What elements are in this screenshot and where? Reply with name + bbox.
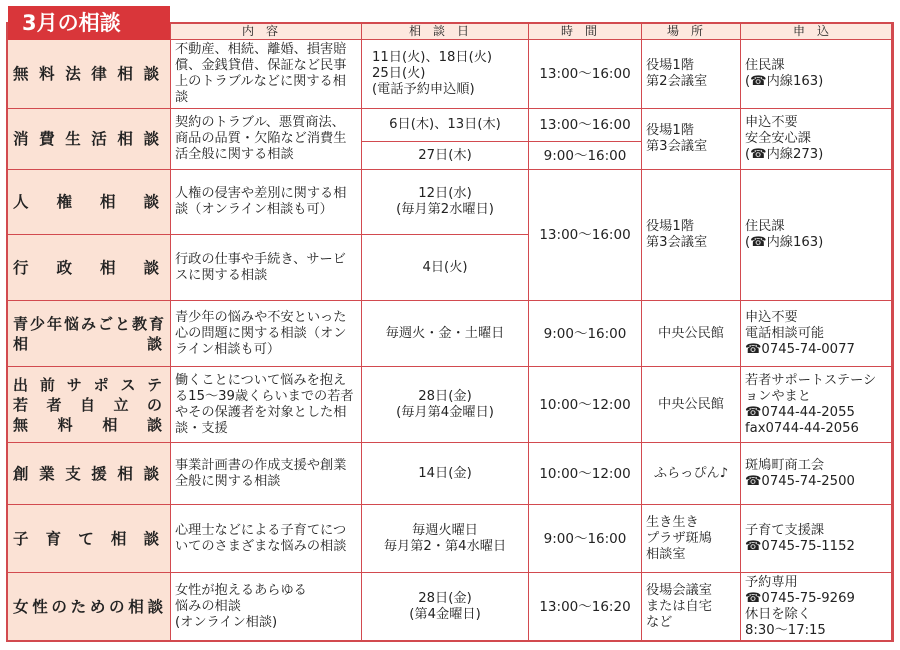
category-support: [7, 367, 171, 443]
time-rights-admin: 13:00～16:00: [529, 170, 642, 301]
header-time: 時間: [529, 23, 642, 40]
apply-women: [741, 573, 894, 642]
apply-rights-admin: [741, 170, 894, 301]
apply-rights-admin-2: (☎内線163): [745, 235, 824, 250]
apply-startup-1: 斑鳩町商工会: [745, 457, 825, 473]
schedule-table: [6, 22, 894, 642]
place-law-1: 役場1階: [646, 58, 694, 73]
apply-law-2: (☎内線163): [745, 74, 824, 89]
apply-childcare-2: ☎0745-75-1152: [745, 538, 855, 554]
page-title: 3月の相談: [8, 6, 170, 40]
content-women: [171, 573, 362, 642]
apply-youth-3: ☎0745-74-0077: [745, 341, 855, 357]
content-childcare: 心理士などによる子育てについてのさまざまな悩みの相談: [171, 505, 362, 573]
apply-youth-1: 申込不要: [745, 309, 798, 325]
date-admin: 4日(火): [362, 235, 529, 301]
apply-startup: [741, 443, 894, 505]
apply-women-2: ☎0745-75-9269: [745, 591, 855, 606]
table-row-law: [7, 40, 894, 109]
apply-women-4: 8:30～17:15: [745, 623, 826, 638]
time-support: 10:00～12:00: [529, 367, 642, 443]
time-consumer-a: 13:00～16:00: [529, 109, 642, 142]
date-childcare-1: 毎週火曜日: [412, 522, 478, 538]
place-rights-admin: [642, 170, 741, 301]
apply-youth: [741, 301, 894, 367]
place-support: 中央公民館: [642, 367, 741, 443]
content-rights: 人権の侵害や差別に関する相談（オンライン相談も可）: [171, 170, 362, 235]
apply-support-1: 若者サポートステーションやまと: [745, 372, 877, 404]
date-law: [362, 40, 529, 109]
apply-childcare-1: 子育て支援課: [745, 522, 825, 538]
content-women-3: (オンライン相談): [175, 615, 278, 630]
date-consumer-b: 27日(木): [362, 142, 529, 170]
date-rights-2: (毎月第2水曜日): [396, 202, 494, 217]
category-admin: 行政相談: [7, 235, 171, 301]
table-row-consumer-a: [7, 109, 894, 142]
time-startup: 10:00～12:00: [529, 443, 642, 505]
place-consumer: [642, 109, 741, 170]
apply-startup-2: ☎0745-74-2500: [745, 473, 855, 489]
date-childcare-2: 毎月第2・第4水曜日: [383, 538, 507, 554]
category-youth-2-text: 相談: [13, 334, 164, 353]
apply-support-3: fax0744-44-2056: [745, 420, 859, 436]
place-rights-admin-2: 第3会議室: [646, 235, 708, 250]
category-consumer: 消費生活相談: [7, 109, 171, 170]
header-place: 場所: [642, 23, 741, 40]
time-childcare: 9:00～16:00: [529, 505, 642, 573]
place-women: [642, 573, 741, 642]
category-youth-2: [13, 334, 164, 354]
place-consumer-2: 第3会議室: [646, 139, 708, 154]
table-row-rights: [7, 170, 894, 235]
date-startup: 14日(金): [362, 443, 529, 505]
category-childcare: 子育て相談: [7, 505, 171, 573]
content-support: 働くことについて悩みを抱える15～39歳くらいまでの若者やその保護者を対象とした相談・支援: [171, 367, 362, 443]
table-row-startup: [7, 443, 894, 505]
category-law: 無料法律相談: [7, 40, 171, 109]
apply-childcare: [741, 505, 894, 573]
category-youth: [7, 301, 171, 367]
date-youth: 毎週火・金・土曜日: [362, 301, 529, 367]
content-law: 不動産、相続、離婚、損害賠償、金銭貸借、保証など民事上のトラブルなどに関する相談: [171, 40, 362, 109]
place-women-2: または自宅: [646, 599, 712, 614]
place-women-1: 役場会議室: [646, 583, 712, 598]
time-consumer-b: 9:00～16:00: [529, 142, 642, 170]
place-rights-admin-1: 役場1階: [646, 219, 694, 234]
content-women-2: 悩みの相談: [175, 599, 241, 614]
date-women-1: 28日(金): [418, 591, 472, 606]
category-support-2: 若者自立の: [13, 395, 164, 414]
place-youth: 中央公民館: [642, 301, 741, 367]
table-row-youth: [7, 301, 894, 367]
header-content: 内容: [171, 23, 362, 40]
table-row-women: [7, 573, 894, 642]
content-youth: 青少年の悩みや不安といった心の問題に関する相談（オンライン相談も可）: [171, 301, 362, 367]
content-consumer: 契約のトラブル、悪質商法、商品の品質・欠陥など消費生活全般に関する相談: [171, 109, 362, 170]
place-women-3: など: [646, 615, 673, 630]
date-law-3: (電話予約申込順): [372, 82, 475, 97]
date-support-2: (毎月第4金曜日): [396, 404, 494, 420]
place-childcare: [642, 505, 741, 573]
date-law-2: 25日(火): [372, 66, 426, 81]
place-childcare-1: 生き生き: [646, 514, 699, 530]
time-youth: 9:00～16:00: [529, 301, 642, 367]
apply-support-2: ☎0744-44-2055: [745, 404, 855, 420]
apply-consumer-2: 安全安心課: [745, 131, 811, 146]
apply-women-3: 休日を除く: [745, 607, 811, 622]
date-law-1: 11日(火)、18日(火): [372, 50, 493, 65]
place-consumer-1: 役場1階: [646, 123, 694, 138]
date-women-2: (第4金曜日): [409, 607, 481, 622]
date-consumer-a: 6日(木)、13日(木): [362, 109, 529, 142]
date-support-1: 28日(金): [418, 388, 472, 404]
category-rights: 人権相談: [7, 170, 171, 235]
apply-women-1: 予約専用: [745, 575, 798, 590]
date-women: [362, 573, 529, 642]
apply-consumer: [741, 109, 894, 170]
date-rights: [362, 170, 529, 235]
table-row-childcare: [7, 505, 894, 573]
time-law: 13:00～16:00: [529, 40, 642, 109]
content-startup: 事業計画書の作成支援や創業全般に関する相談: [171, 443, 362, 505]
place-startup: ふらっぴん♪: [642, 443, 741, 505]
category-women: 女性のための相談: [7, 573, 171, 642]
place-childcare-3: 相談室: [646, 546, 686, 562]
apply-support: [741, 367, 894, 443]
apply-rights-admin-1: 住民課: [745, 219, 785, 234]
date-childcare: [362, 505, 529, 573]
header-date: 相談日: [362, 23, 529, 40]
category-startup: 創業支援相談: [7, 443, 171, 505]
category-support-1: 出前サポステ: [13, 375, 164, 394]
category-support-3: 無料相談: [13, 415, 164, 434]
place-law-2: 第2会議室: [646, 74, 708, 89]
place-childcare-2: プラザ斑鳩: [646, 530, 712, 546]
apply-law-1: 住民課: [745, 58, 785, 73]
date-rights-1: 12日(水): [418, 186, 472, 201]
content-admin: 行政の仕事や手続き、サービスに関する相談: [171, 235, 362, 301]
place-law: [642, 40, 741, 109]
apply-law: [741, 40, 894, 109]
category-youth-1: 青少年悩みごと教育: [13, 314, 164, 333]
header-apply: 申込: [741, 23, 894, 40]
apply-consumer-3: (☎内線273): [745, 147, 824, 162]
table-row-support: [7, 367, 894, 443]
date-support: [362, 367, 529, 443]
time-women: 13:00～16:20: [529, 573, 642, 642]
content-women-1: 女性が抱えるあらゆる: [175, 583, 307, 598]
apply-youth-2: 電話相談可能: [745, 325, 825, 341]
apply-consumer-1: 申込不要: [745, 115, 798, 130]
